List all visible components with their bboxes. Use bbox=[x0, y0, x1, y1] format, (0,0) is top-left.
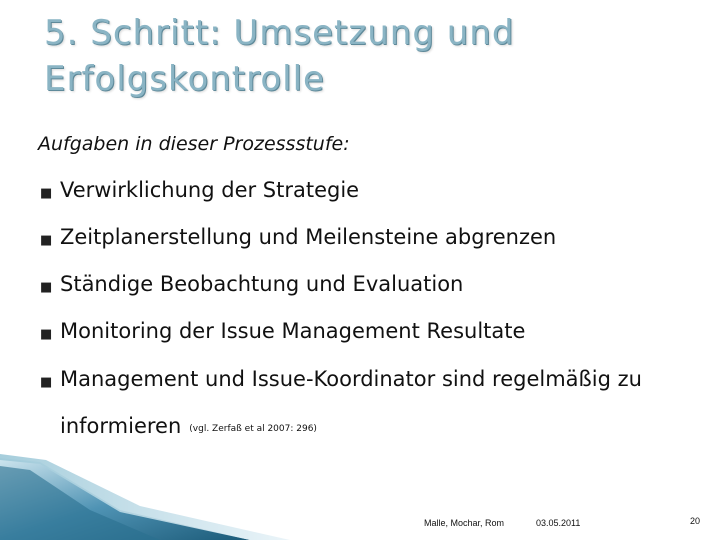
citation: (vgl. Zerfaß et al 2007: 296) bbox=[189, 424, 317, 434]
footer-decoration bbox=[0, 440, 720, 540]
bullet-continuation-text: informieren bbox=[60, 414, 182, 438]
section-subtitle: Aufgaben in dieser Prozessstufe: bbox=[38, 133, 350, 155]
bullet-text: Management und Issue-Koordinator sind regelmäßig zu bbox=[60, 367, 642, 391]
slide-number: 20 bbox=[690, 516, 701, 526]
bullet-continuation bbox=[60, 414, 317, 438]
square-bullet-icon: ■ bbox=[40, 375, 53, 390]
square-bullet-icon: ■ bbox=[40, 233, 53, 248]
slide-title-line-1: 5. Schritt: Umsetzung und bbox=[44, 13, 515, 53]
square-bullet-icon: ■ bbox=[40, 186, 53, 201]
square-bullet-icon: ■ bbox=[40, 280, 53, 295]
bullet-text: Monitoring der Issue Management Resultate bbox=[60, 319, 526, 343]
square-bullet-icon: ■ bbox=[40, 327, 53, 342]
footer-authors: Malle, Mochar, Rom bbox=[424, 518, 505, 528]
slide-title-line-2: Erfolgskontrolle bbox=[44, 59, 325, 99]
footer-date: 03.05.2011 bbox=[536, 518, 581, 528]
slide-title bbox=[44, 10, 704, 102]
bullet-text: Verwirklichung der Strategie bbox=[60, 178, 360, 202]
bullet-text: Zeitplanerstellung und Meilensteine abgrenzen bbox=[60, 225, 557, 249]
bullet-text: Ständige Beobachtung und Evaluation bbox=[60, 272, 464, 296]
